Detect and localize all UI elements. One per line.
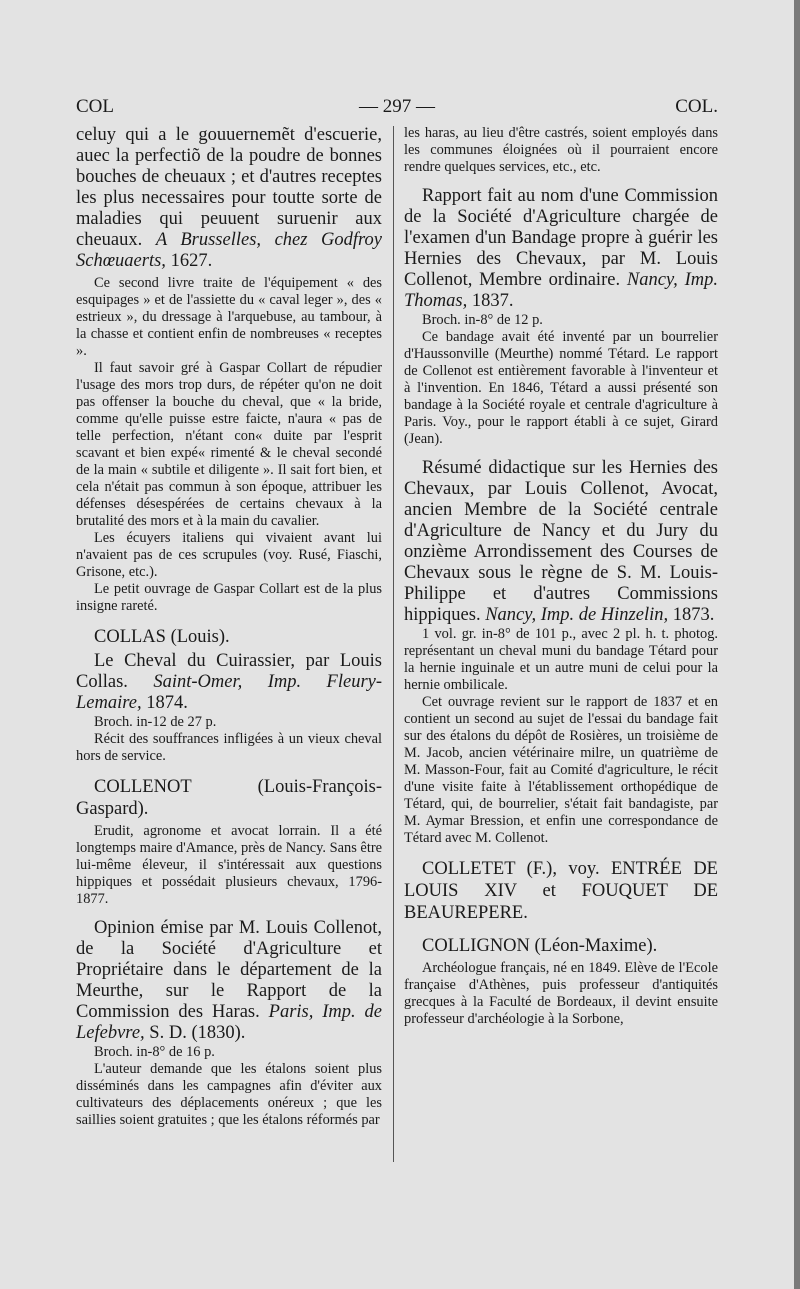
commentary-paragraph: Cet ouvrage revient sur le rapport de 1837 et en contient un second au sujet de l'essai du bandage fait sur des étalons du dépôt de Rosières, un troisième de M. Jacob, ancien vétérinaire milre, un quatrième de M. Masson-Four, fait au Comité d'agriculture, le récit d'une visite faite à l'établissement orthopédique de Tétard, qui, de bourrelier, s'était fait bandagiste, par M. Aymar Bression, et enfin une correspondance de Tétard avec M. Collenot. [404, 694, 718, 846]
running-header [76, 96, 718, 126]
title-continuation: celuy qui a le gouuernemẽt d'escuerie, auec la perfectiõ de la poudre de bonnes bouches de cheuaux ; et d'autres receptes les plus necessaires pour toutte sorte de maladies qui peuuent suruenir aux cheuaux. A Brusselles, chez Godfroy Schœuaerts, 1627. [76, 125, 382, 271]
physical-description: 1 vol. gr. in-8° de 101 p., avec 2 pl. h. t. photog. représentant un cheval muni du bandage Tétard pour la hernie inguinale et un autre muni de celui pour la hernie ombilicale. [404, 626, 718, 693]
commentary-paragraph: Ce second livre traite de l'équipement « des esquipages » et de l'assiette du « caval leger », des « estrieux », du dressage à l'arquebuse, au tambour, à la chasse et contient enfin de nombreuses « receptes ». [76, 275, 382, 359]
physical-description: Broch. in-12 de 27 p. [94, 714, 217, 730]
commentary-paragraph: Le petit ouvrage de Gaspar Collart est de la plus insigne rareté. [76, 581, 382, 614]
entry-heading-collenot: COLLENOT (Louis-François-Gaspard). [76, 777, 382, 819]
left-column [76, 125, 382, 1129]
book-title: Opinion émise par M. Louis Collenot, de la Société d'Agriculture et Propriétaire dans le département de la Meurthe, sur le Rapport de la Commission des Haras. Paris, Imp. de Lefebvre, S. D. (1830). [76, 918, 382, 1043]
header-right: COL. [675, 96, 718, 117]
commentary-paragraph: L'auteur demande que les étalons soient plus disséminés dans les campagnes afin d'éviter aux cultivateurs des déplacements onéreux ; que les saillies soient gratuites ; que les étalons réformés par [76, 1061, 382, 1128]
commentary-paragraph: Il faut savoir gré à Gaspar Collart de répudier l'usage des mors trop durs, de répéter qu'on ne doit pas offenser la bouche du cheval, que « la bride, comme qu'elle puisse estre faicte, n'aura « pas de telle perfection, n'étant con« duite par l'esprit scavant et bien expé« rimenté & le cheval secondé de la main « subtile et diligente ». Il sait fort bien, et cela n'était pas commun à son époque, attribuer les défenses désespérées de certains chevaux à la brutalité des mors et à la main du cavalier. [76, 360, 382, 529]
book-title: Le Cheval du Cuirassier, par Louis Collas. Saint-Omer, Imp. Fleury-Lemaire, 1874. [76, 651, 383, 713]
entry-heading-collas: COLLAS (Louis). [94, 627, 230, 647]
entry-heading-colletet: COLLETET (F.), voy. ENTRÉE DE LOUIS XIV et FOUQUET DE BEAUREPERE. [404, 859, 718, 923]
page-number: — 297 — [359, 96, 435, 117]
right-column [404, 125, 718, 1028]
physical-description: Broch. in-8° de 12 p. [422, 312, 543, 328]
commentary-paragraph: Récit des souffrances infligées à un vieux cheval hors de service. [76, 731, 382, 764]
entry-heading-collignon: COLLIGNON (Léon-Maxime). [422, 936, 658, 956]
book-title: Rapport fait au nom d'une Commission de la Société d'Agriculture chargée de l'examen d'un Bandage propre à guérir les Hernies des Chevaux, par M. Louis Collenot, Membre ordinaire. Nancy, Imp. Thomas, 1837. [404, 186, 718, 311]
commentary-paragraph: Les écuyers italiens qui vivaient avant lui n'avaient pas de ces scrupules (voy. Rusé, Fiaschi, Grisone, etc.). [76, 530, 382, 580]
page-edge [794, 0, 800, 1289]
column-divider [393, 126, 394, 1162]
book-title: Résumé didactique sur les Hernies des Chevaux, par Louis Collenot, Avocat, ancien Membre de la Société centrale d'Agriculture de Nancy et du Jury du onzième Arrondissement des Courses de Chevaux sous le règne de S. M. Louis-Philippe et d'autres Commissions hippiques. Nancy, Imp. de Hinzelin, 1873. [404, 458, 718, 625]
header-left: COL [76, 96, 114, 117]
commentary-paragraph: Ce bandage avait été inventé par un bourrelier d'Haussonville (Meurthe) nommé Tétard. Le rapport de Collenot est entièrement favorable à l'inventeur et à l'invention. En 1846, Tétard a aussi présenté son bandage à la Société royale et centrale d'agriculture à Paris. Voy., pour le rapport établi à ce sujet, Girard (Jean). [404, 329, 718, 447]
commentary-continuation: les haras, au lieu d'être castrés, soient employés dans les communes éloignées où il pourraient encore rendre quelques services, etc., etc. [404, 125, 718, 175]
author-bio: Erudit, agronome et avocat lorrain. Il a été longtemps maire d'Amance, près de Nancy. Sans être lui-même éleveur, il s'intéressait aux questions hippiques et possédait plusieurs chevaux, 1796-1877. [76, 823, 382, 907]
author-bio: Archéologue français, né en 1849. Elève de l'Ecole française d'Athènes, puis professeur d'antiquités grecques à la Faculté de Bordeaux, il devint ensuite professeur d'archéologie à la Sorbone, [404, 960, 718, 1027]
physical-description: Broch. in-8° de 16 p. [94, 1044, 215, 1060]
